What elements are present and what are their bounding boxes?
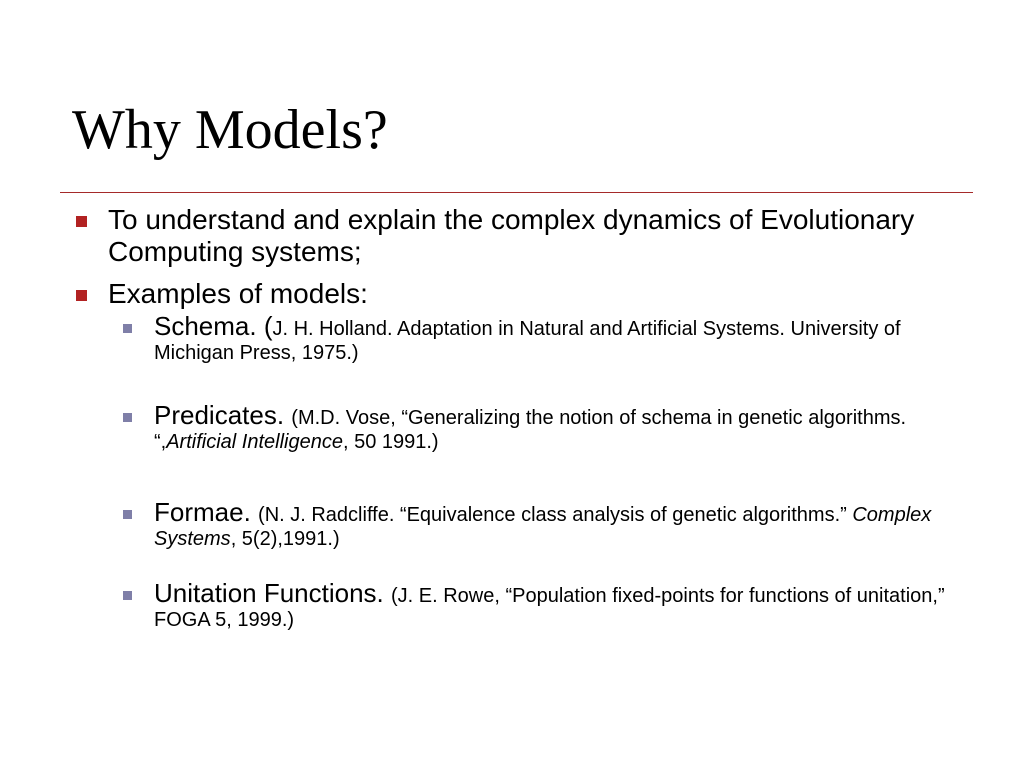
slide-title: Why Models? [72, 99, 388, 161]
square-bullet-icon [123, 324, 132, 333]
square-bullet-icon [123, 510, 132, 519]
bullet-item [72, 278, 972, 310]
bullet-text: Examples of models: [108, 278, 368, 309]
sub-bullet-item [120, 311, 972, 365]
square-bullet-icon [76, 290, 87, 301]
model-term: Predicates. [154, 400, 292, 430]
square-bullet-icon [123, 591, 132, 600]
slide-body [72, 204, 972, 632]
square-bullet-icon [76, 216, 87, 227]
model-reference: J. H. Holland. Adaptation in Natural and Artificial Systems. University of Michigan Press, 1975.) [154, 318, 901, 364]
bullet-text: To understand and explain the complex dynamics of Evolutionary Computing systems; [108, 204, 915, 267]
model-term: Unitation Functions. [154, 578, 392, 608]
sub-bullet-item [120, 400, 972, 454]
sub-bullet-item [120, 578, 972, 632]
model-reference-tail: , 5(2),1991.) [230, 528, 340, 550]
model-reference: (M.D. Vose, “Generalizing the notion of schema in genetic algorithms. “, [154, 407, 907, 453]
journal-name: Complex Systems [154, 504, 932, 550]
square-bullet-icon [123, 413, 132, 422]
model-term: Schema. ( [154, 311, 273, 341]
sub-bullet-item [120, 497, 972, 551]
model-reference: (N. J. Radcliffe. “Equivalence class analysis of genetic algorithms.” [258, 504, 853, 526]
bullet-item [72, 204, 972, 268]
journal-name: Artificial Intelligence [166, 431, 343, 453]
model-reference: (J. E. Rowe, “Population fixed-points for functions of unitation,” FOGA 5, 1999.) [154, 585, 945, 631]
model-reference-tail: , 50 1991.) [342, 431, 439, 453]
title-divider [60, 192, 973, 193]
model-term: Formae. [154, 497, 259, 527]
